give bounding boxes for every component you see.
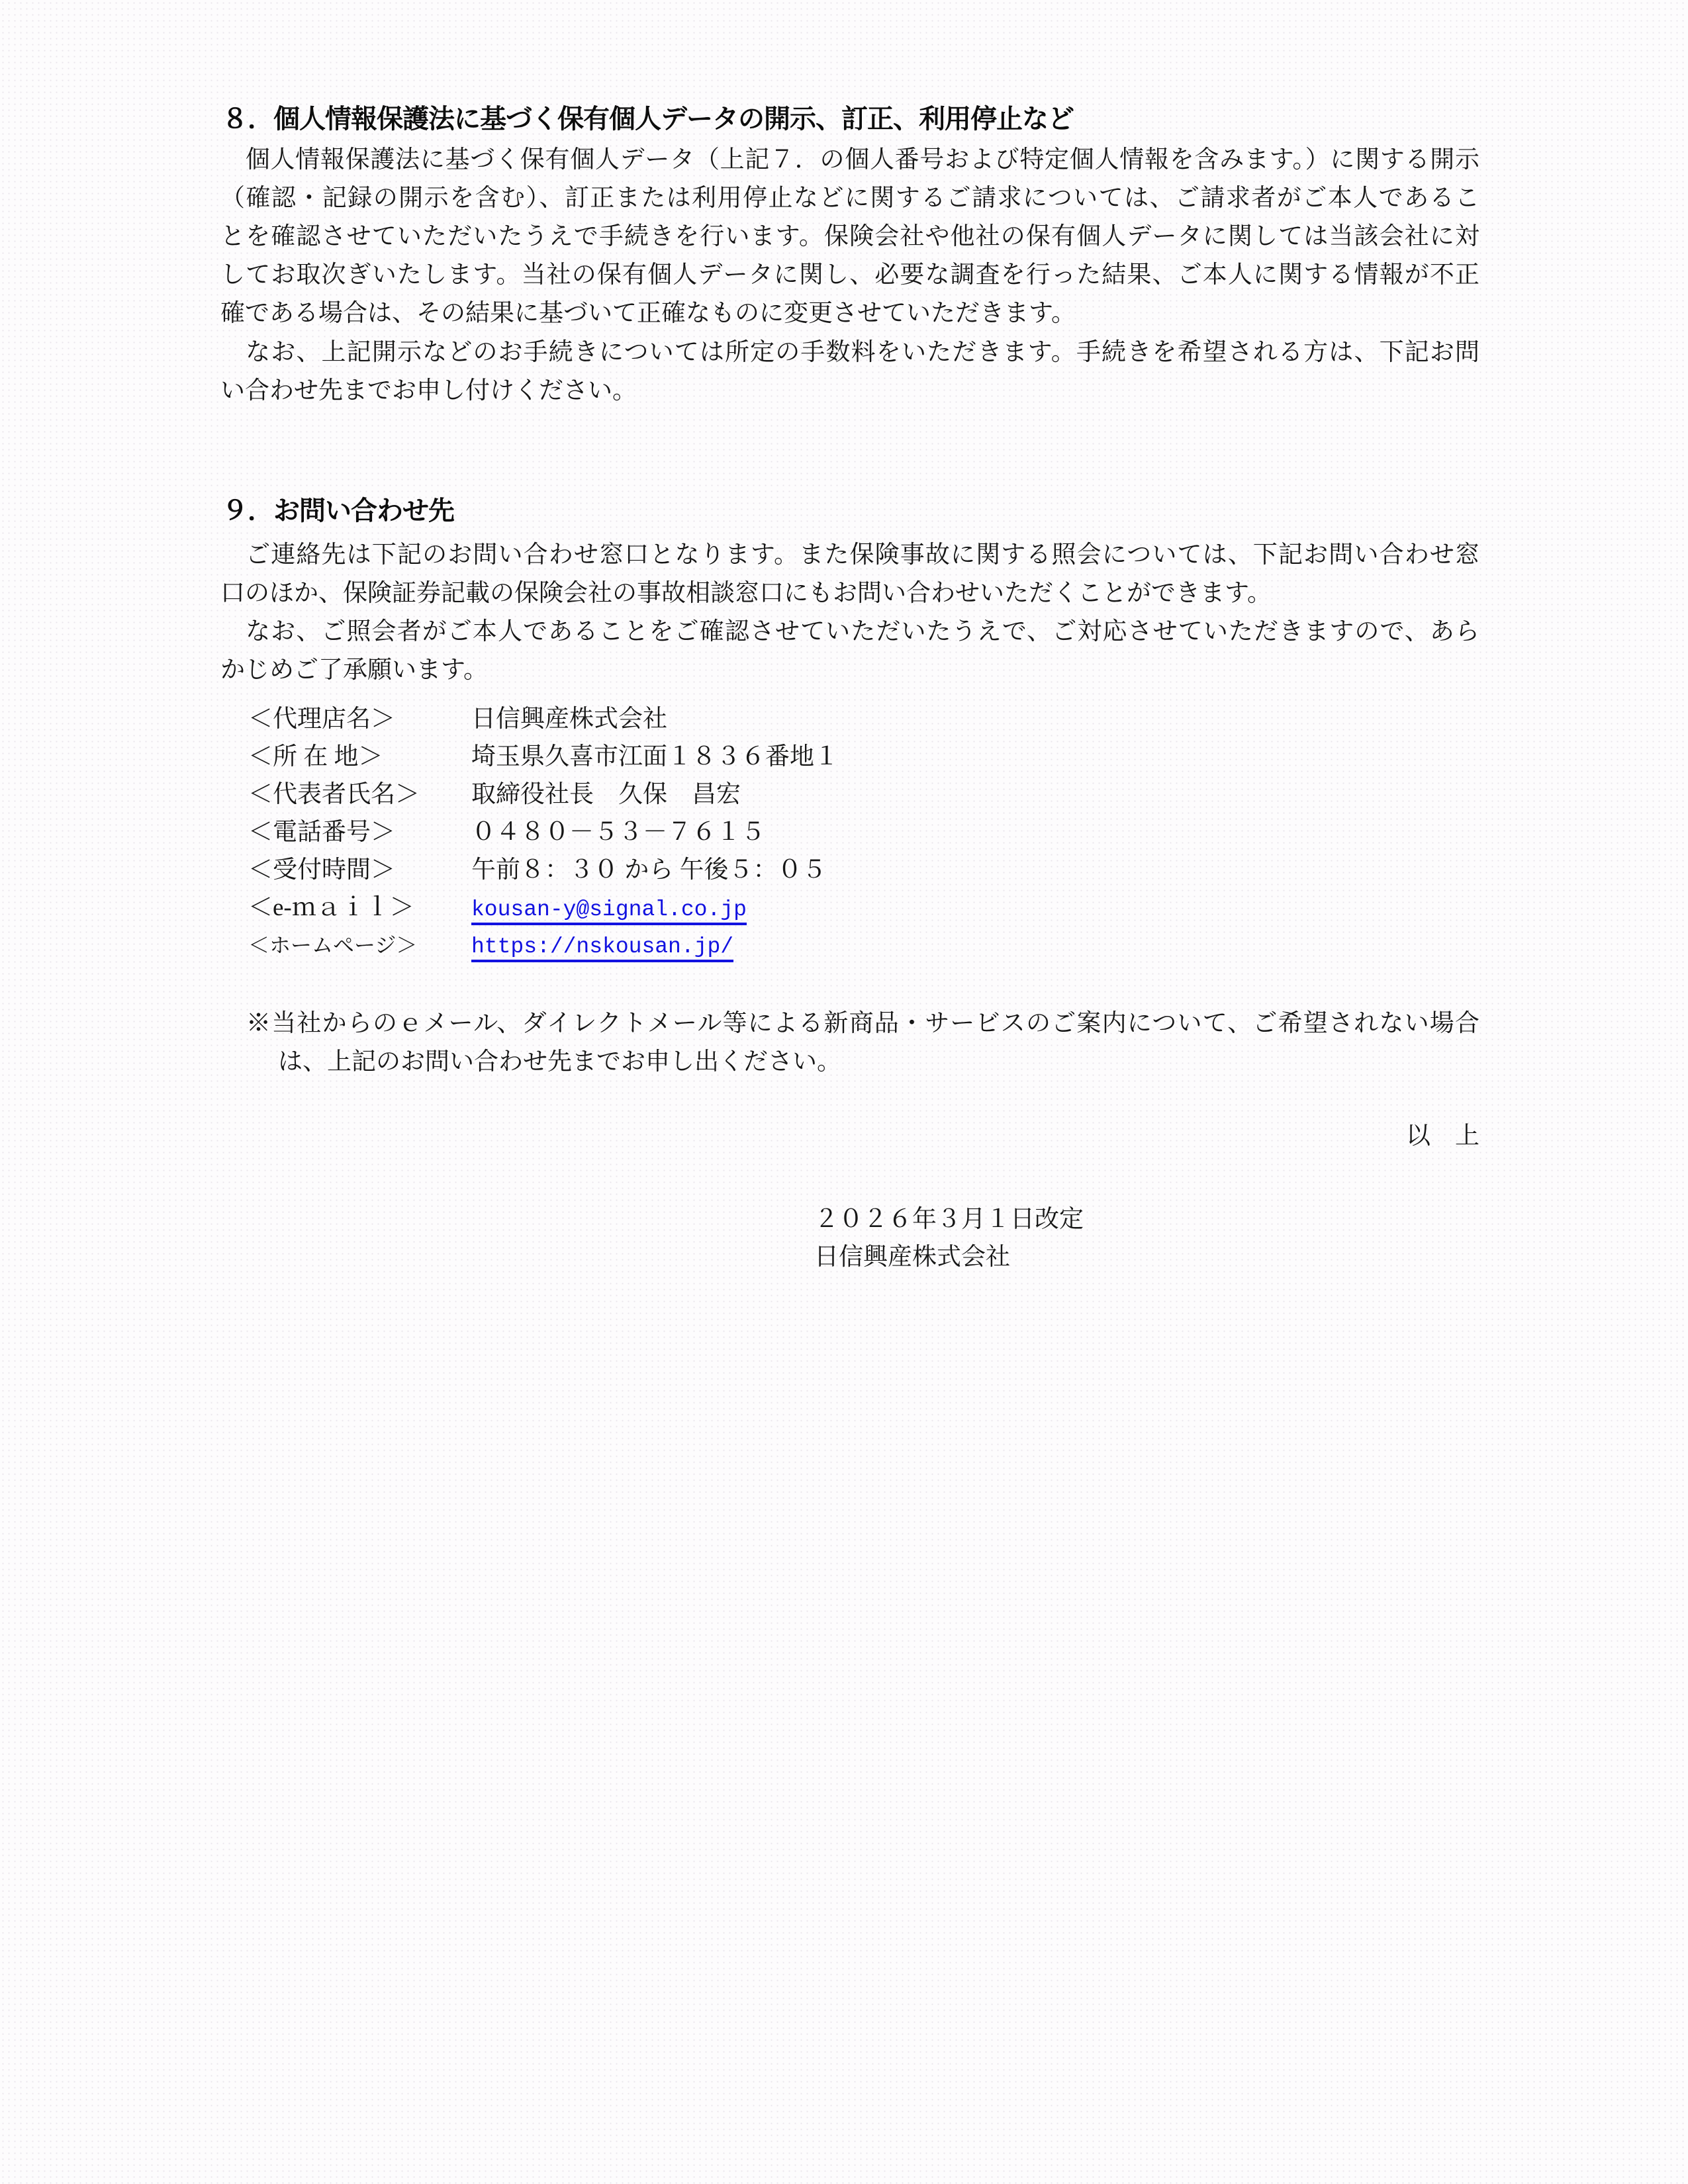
text-line: 確である場合は、その結果に基づいて正確なものに変更させていただきます。	[220, 300, 1076, 327]
text-line: 口のほか、保険証券記載の保険会社の事故相談窓口にもお問い合わせいただくことができます。	[220, 580, 1272, 607]
section8-heading: ８．個人情報保護法に基づく保有個人データの開示、訂正、利用停止など	[222, 105, 1074, 134]
text-line: は、上記のお問い合わせ先までお申し出ください。	[278, 1048, 841, 1075]
contact-label: ＜代表者氏名＞	[248, 781, 420, 808]
text-line: とを確認させていただいたうえで手続きを行います。保険会社や他社の保有個人データに関しては当該会社に対	[220, 223, 1479, 250]
homepage-link[interactable]: https://nskousan.jp/	[471, 934, 733, 962]
text-line: なお、上記開示などのお手続きについては所定の手数料をいただきます。手続きを希望される方は、下記お問	[220, 339, 1479, 366]
section8-paragraph-1	[220, 141, 1479, 333]
contact-row-hours	[220, 851, 839, 889]
business-hours-value: 午前８：３０ から 午後５：０５	[471, 856, 827, 884]
contact-label: ＜ホームページ＞	[248, 933, 418, 957]
company-name: 日信興産株式会社	[814, 1244, 1010, 1271]
closing-mark: 以 上	[1406, 1122, 1479, 1150]
representative-value: 取締役社長 久保 昌宏	[471, 781, 741, 808]
section8-paragraph-2	[220, 334, 1479, 410]
text-line: い合わせ先までお申し付けください。	[220, 377, 637, 404]
contact-label: ＜電話番号＞	[248, 819, 395, 846]
contact-row-email	[220, 889, 839, 927]
text-line: かじめご了承願います。	[220, 657, 489, 684]
address-value: 埼玉県久喜市江面１８３６番地１	[471, 743, 839, 770]
section9-heading: ９．お問い合わせ先	[222, 496, 454, 525]
agency-name-value: 日信興産株式会社	[471, 705, 667, 733]
contact-row-homepage	[220, 927, 839, 964]
contact-row-agency	[220, 700, 839, 738]
opt-out-note	[246, 1005, 1479, 1081]
text-line: ※当社からのｅメール、ダイレクトメール等による新商品・サービスのご案内について、ご希望されない場合	[246, 1010, 1479, 1037]
contact-list	[220, 700, 839, 964]
text-line: 個人情報保護法に基づく保有個人データ（上記７．の個人番号および特定個人情報を含みます。）に関する開示	[220, 146, 1479, 173]
text-line: （確認・記録の開示を含む）、訂正または利用停止などに関するご請求については、ご請求者がご本人であるこ	[220, 185, 1479, 212]
email-link[interactable]: kousan-y@signal.co.jp	[471, 897, 747, 925]
contact-label: ＜e-ｍａｉｌ＞	[248, 894, 414, 921]
phone-number-value: ０４８０－５３－７６１５	[471, 819, 765, 846]
section9-paragraph-1	[220, 536, 1479, 690]
text-line: なお、ご照会者がご本人であることをご確認させていただいたうえで、ご対応させていただきますので、あら	[220, 618, 1479, 645]
revision-date: ２０２６年３月１日改定	[814, 1206, 1084, 1233]
text-line: してお取次ぎいたします。当社の保有個人データに関し、必要な調査を行った結果、ご本人に関する情報が不正	[220, 261, 1479, 289]
contact-row-address	[220, 738, 839, 776]
contact-row-representative	[220, 776, 839, 813]
text-line: ご連絡先は下記のお問い合わせ窓口となります。また保険事故に関する照会については、下記お問い合わせ窓	[220, 541, 1479, 569]
contact-label: ＜受付時間＞	[248, 856, 395, 884]
contact-label: ＜代理店名＞	[248, 705, 395, 733]
contact-row-phone	[220, 813, 839, 851]
contact-label: ＜所 在 地＞	[248, 743, 383, 770]
